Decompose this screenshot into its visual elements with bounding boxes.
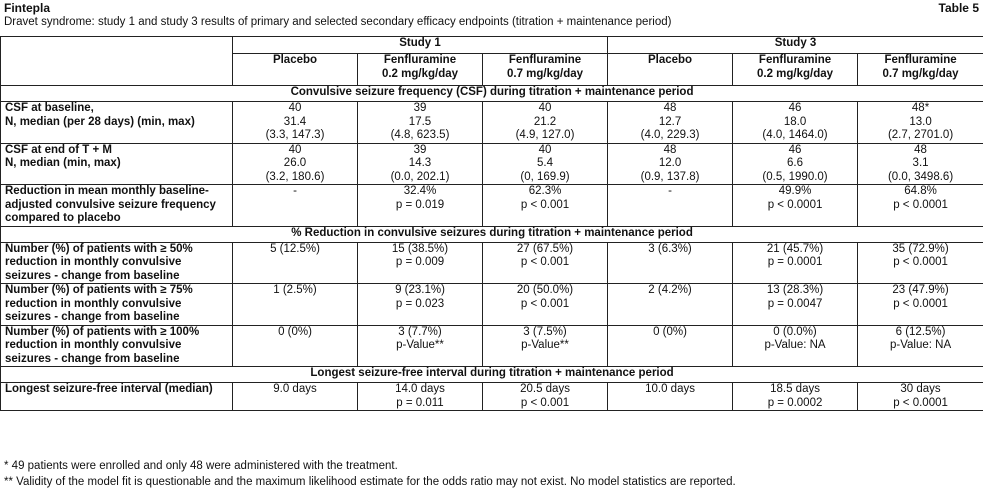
cell-value: 40 <box>538 143 552 156</box>
cell-value: p < 0.0001 <box>767 198 823 211</box>
data-row <box>1 102 983 144</box>
cell-value: 13 (28.3%) <box>766 284 824 296</box>
table-cell <box>358 383 483 411</box>
table-cell <box>483 325 608 367</box>
section-header-row <box>1 86 983 102</box>
table-cell <box>733 242 858 284</box>
cell-value: p < 0.001 <box>520 256 570 268</box>
table-caption: Dravet syndrome: study 1 and study 3 results of primary and selected secondary efficacy endpoints (titration + maintenance period) <box>4 16 672 28</box>
cell-value: 35 (72.9%) <box>892 242 949 255</box>
cell-value: 26.0 <box>283 157 307 169</box>
section-csf: Convulsive seizure frequency (CSF) during titration + maintenance period <box>1 86 983 102</box>
cell-value: 0 (0.0%) <box>773 325 817 338</box>
cell-value: 30 days <box>900 383 941 395</box>
data-row <box>1 383 983 411</box>
cell-value: 20 (50.0%) <box>516 284 574 296</box>
cell-value: 32.4% <box>403 185 437 197</box>
cell-value: 21.2 <box>533 115 557 128</box>
table-cell <box>358 242 483 284</box>
study3-fen02-header: Fenfluramine 0.2 mg/kg/day <box>733 54 858 86</box>
row-label <box>1 102 233 144</box>
cell-value: p < 0.0001 <box>893 198 948 211</box>
cell-value: (2.7, 2701.0) <box>887 129 954 141</box>
cell-value: p-Value: NA <box>889 339 952 351</box>
row-label-line: Number (%) of patients with ≥ 100% <box>5 325 200 338</box>
table-cell <box>608 325 733 367</box>
row-label-line: seizures - change from baseline <box>5 311 180 323</box>
cell-value: 17.5 <box>408 115 432 128</box>
header-blank-cell <box>1 37 233 86</box>
row-label <box>1 242 233 284</box>
study3-placebo-header: Placebo <box>608 54 733 86</box>
cell-value: 18.5 days <box>770 383 820 395</box>
cell-value: (0.0, 3498.6) <box>887 170 954 183</box>
cell-value: 39 <box>413 143 427 156</box>
study3-fen07-header: Fenfluramine 0.7 mg/kg/day <box>858 54 983 86</box>
cell-value: p < 0.0001 <box>893 396 948 409</box>
cell-value: p = 0.019 <box>395 198 445 211</box>
cell-value: 40 <box>288 102 302 114</box>
cell-value: 48 <box>663 102 677 114</box>
cell-value: 64.8% <box>904 185 937 197</box>
footnote-2: ** Validity of the model fit is questionable and the maximum likelihood estimate for the odds ratio may not exist. No model statistics are reported. <box>4 476 736 488</box>
row-label-line: adjusted convulsive seizure frequency <box>5 198 216 211</box>
cell-value: (4.9, 127.0) <box>515 129 575 141</box>
table-cell <box>858 284 983 326</box>
table-cell <box>733 185 858 227</box>
row-label <box>1 325 233 367</box>
cell-value: 5.4 <box>537 157 554 169</box>
cell-value: 9 (23.1%) <box>395 284 445 296</box>
table-cell <box>858 102 983 144</box>
cell-value: 2 (4.2%) <box>648 284 692 296</box>
table-cell <box>358 102 483 144</box>
footnote-1: * 49 patients were enrolled and only 48 were administered with the treatment. <box>4 460 398 472</box>
study1-placebo-header: Placebo <box>233 54 358 86</box>
cell-value: 3 (7.5%) <box>523 325 567 338</box>
row-label-line: reduction in monthly convulsive <box>5 256 182 268</box>
cell-value: 3 (7.7%) <box>398 325 442 338</box>
cell-value: p < 0.001 <box>520 198 570 211</box>
section-header-row <box>1 226 983 242</box>
row-label-line: reduction in monthly convulsive <box>5 297 182 310</box>
row-label <box>1 284 233 326</box>
cell-value: (4.0, 1464.0) <box>762 129 828 141</box>
cell-value: p = 0.023 <box>395 297 445 310</box>
table-number: Table 5 <box>938 1 979 15</box>
study3-header: Study 3 <box>608 37 983 54</box>
table-cell <box>858 185 983 227</box>
cell-value: 40 <box>538 102 552 114</box>
data-row <box>1 143 983 185</box>
cell-value: (3.2, 180.6) <box>265 170 325 183</box>
cell-value: - <box>293 185 297 197</box>
data-row <box>1 284 983 326</box>
table-cell <box>608 242 733 284</box>
cell-value: (4.0, 229.3) <box>640 129 700 141</box>
cell-value: p < 0.0001 <box>893 256 948 268</box>
cell-value: 39 <box>413 102 427 114</box>
row-label-line: N, median (per 28 days) (min, max) <box>5 115 195 128</box>
table-cell <box>358 284 483 326</box>
row-label-line: Number (%) of patients with ≥ 75% <box>5 284 193 296</box>
table-cell <box>608 284 733 326</box>
cell-value: 18.0 <box>783 115 807 128</box>
table-cell <box>233 143 358 185</box>
table-cell <box>233 102 358 144</box>
product-name: Fintepla <box>4 1 51 15</box>
cell-value: (0.0, 202.1) <box>390 170 450 183</box>
data-row <box>1 242 983 284</box>
cell-value: 3.1 <box>912 157 929 169</box>
cell-value: 20.5 days <box>520 383 570 395</box>
cell-value: (0.5, 1990.0) <box>762 170 828 183</box>
cell-value: 27 (67.5%) <box>516 242 574 255</box>
table-cell <box>358 185 483 227</box>
table-cell <box>608 102 733 144</box>
cell-value: 21 (45.7%) <box>766 242 824 255</box>
cell-value: (0.9, 137.8) <box>640 170 700 183</box>
row-label <box>1 143 233 185</box>
data-row <box>1 325 983 367</box>
cell-value: p = 0.0001 <box>767 256 823 268</box>
cell-value: 46 <box>788 102 802 114</box>
cell-value: 5 (12.5%) <box>270 242 320 255</box>
row-label-line: seizures - change from baseline <box>5 269 180 282</box>
row-label-line: CSF at end of T + M <box>5 143 113 156</box>
cell-value: p = 0.0047 <box>767 297 823 310</box>
cell-value: 0 (0%) <box>278 325 312 338</box>
table-cell <box>483 143 608 185</box>
table-cell <box>608 185 733 227</box>
row-label-line: Longest seizure-free interval (median) <box>5 383 213 395</box>
table-cell <box>733 383 858 411</box>
study1-fen07-header: Fenfluramine 0.7 mg/kg/day <box>483 54 608 86</box>
cell-value: 3 (6.3%) <box>648 242 692 255</box>
cell-value: 40 <box>288 143 302 156</box>
table-cell <box>483 284 608 326</box>
table-cell <box>733 325 858 367</box>
cell-value: p-Value** <box>521 339 569 351</box>
row-label-line: reduction in monthly convulsive <box>5 339 182 351</box>
cell-value: 23 (47.9%) <box>892 284 949 296</box>
cell-value: 14.0 days <box>395 383 445 395</box>
table-cell <box>858 383 983 411</box>
study1-header: Study 1 <box>233 37 608 54</box>
cell-value: 48 <box>914 143 927 156</box>
cell-value: p < 0.001 <box>520 297 570 310</box>
table-cell <box>233 325 358 367</box>
cell-value: p = 0.009 <box>395 256 445 268</box>
cell-value: 15 (38.5%) <box>391 242 449 255</box>
table-cell <box>483 383 608 411</box>
cell-value: 6.6 <box>787 157 804 169</box>
study1-fen02-header: Fenfluramine 0.2 mg/kg/day <box>358 54 483 86</box>
section-header-row <box>1 367 983 383</box>
table-cell <box>608 383 733 411</box>
cell-value: p < 0.001 <box>520 396 570 409</box>
cell-value: (3.3, 147.3) <box>265 129 325 141</box>
table-cell <box>358 325 483 367</box>
row-label <box>1 383 233 411</box>
table-cell <box>233 242 358 284</box>
cell-value: 31.4 <box>283 115 307 128</box>
cell-value: 48 <box>663 143 677 156</box>
cell-value: p = 0.011 <box>396 396 444 409</box>
cell-value: 0 (0%) <box>653 325 687 338</box>
table-cell <box>483 185 608 227</box>
table-cell <box>358 143 483 185</box>
cell-value: 13.0 <box>909 115 932 128</box>
row-label-line: CSF at baseline, <box>5 102 94 114</box>
table-cell <box>483 102 608 144</box>
table-cell <box>733 143 858 185</box>
cell-value: (4.8, 623.5) <box>390 129 450 141</box>
cell-value: p < 0.0001 <box>893 297 948 310</box>
row-label-line: N, median (min, max) <box>5 157 121 169</box>
cell-value: 48* <box>911 102 930 114</box>
cell-value: 6 (12.5%) <box>895 325 946 338</box>
table-cell <box>858 325 983 367</box>
table-cell <box>233 185 358 227</box>
table-cell <box>233 284 358 326</box>
row-label-line: Number (%) of patients with ≥ 50% <box>5 242 193 255</box>
table-cell <box>733 284 858 326</box>
row-label-line: seizures - change from baseline <box>5 352 180 365</box>
study-header-row <box>1 37 983 54</box>
cell-value: 62.3% <box>528 185 562 197</box>
cell-value: 14.3 <box>408 157 432 169</box>
cell-value: 49.9% <box>778 185 812 197</box>
row-label <box>1 185 233 227</box>
table-cell <box>733 102 858 144</box>
table-cell <box>858 143 983 185</box>
table-cell <box>608 143 733 185</box>
cell-value: 1 (2.5%) <box>273 284 317 296</box>
cell-value: p-Value** <box>396 339 444 351</box>
cell-value: 9.0 days <box>273 383 317 395</box>
table-cell <box>483 242 608 284</box>
section-reduction: % Reduction in convulsive seizures during titration + maintenance period <box>1 226 983 242</box>
data-row <box>1 185 983 227</box>
cell-value: - <box>668 185 672 197</box>
row-label-line: Reduction in mean monthly baseline- <box>5 185 209 197</box>
table-cell <box>858 242 983 284</box>
cell-value: p-Value: NA <box>764 339 826 351</box>
row-label-line: compared to placebo <box>5 212 121 224</box>
cell-value: 46 <box>788 143 802 156</box>
cell-value: p = 0.0002 <box>767 396 823 409</box>
efficacy-table <box>0 36 983 411</box>
cell-value: 12.0 <box>658 157 682 169</box>
cell-value: (0, 169.9) <box>520 170 570 183</box>
section-interval: Longest seizure-free interval during titration + maintenance period <box>1 367 983 383</box>
table-cell <box>233 383 358 411</box>
cell-value: 10.0 days <box>645 383 695 395</box>
cell-value: 12.7 <box>658 115 682 128</box>
